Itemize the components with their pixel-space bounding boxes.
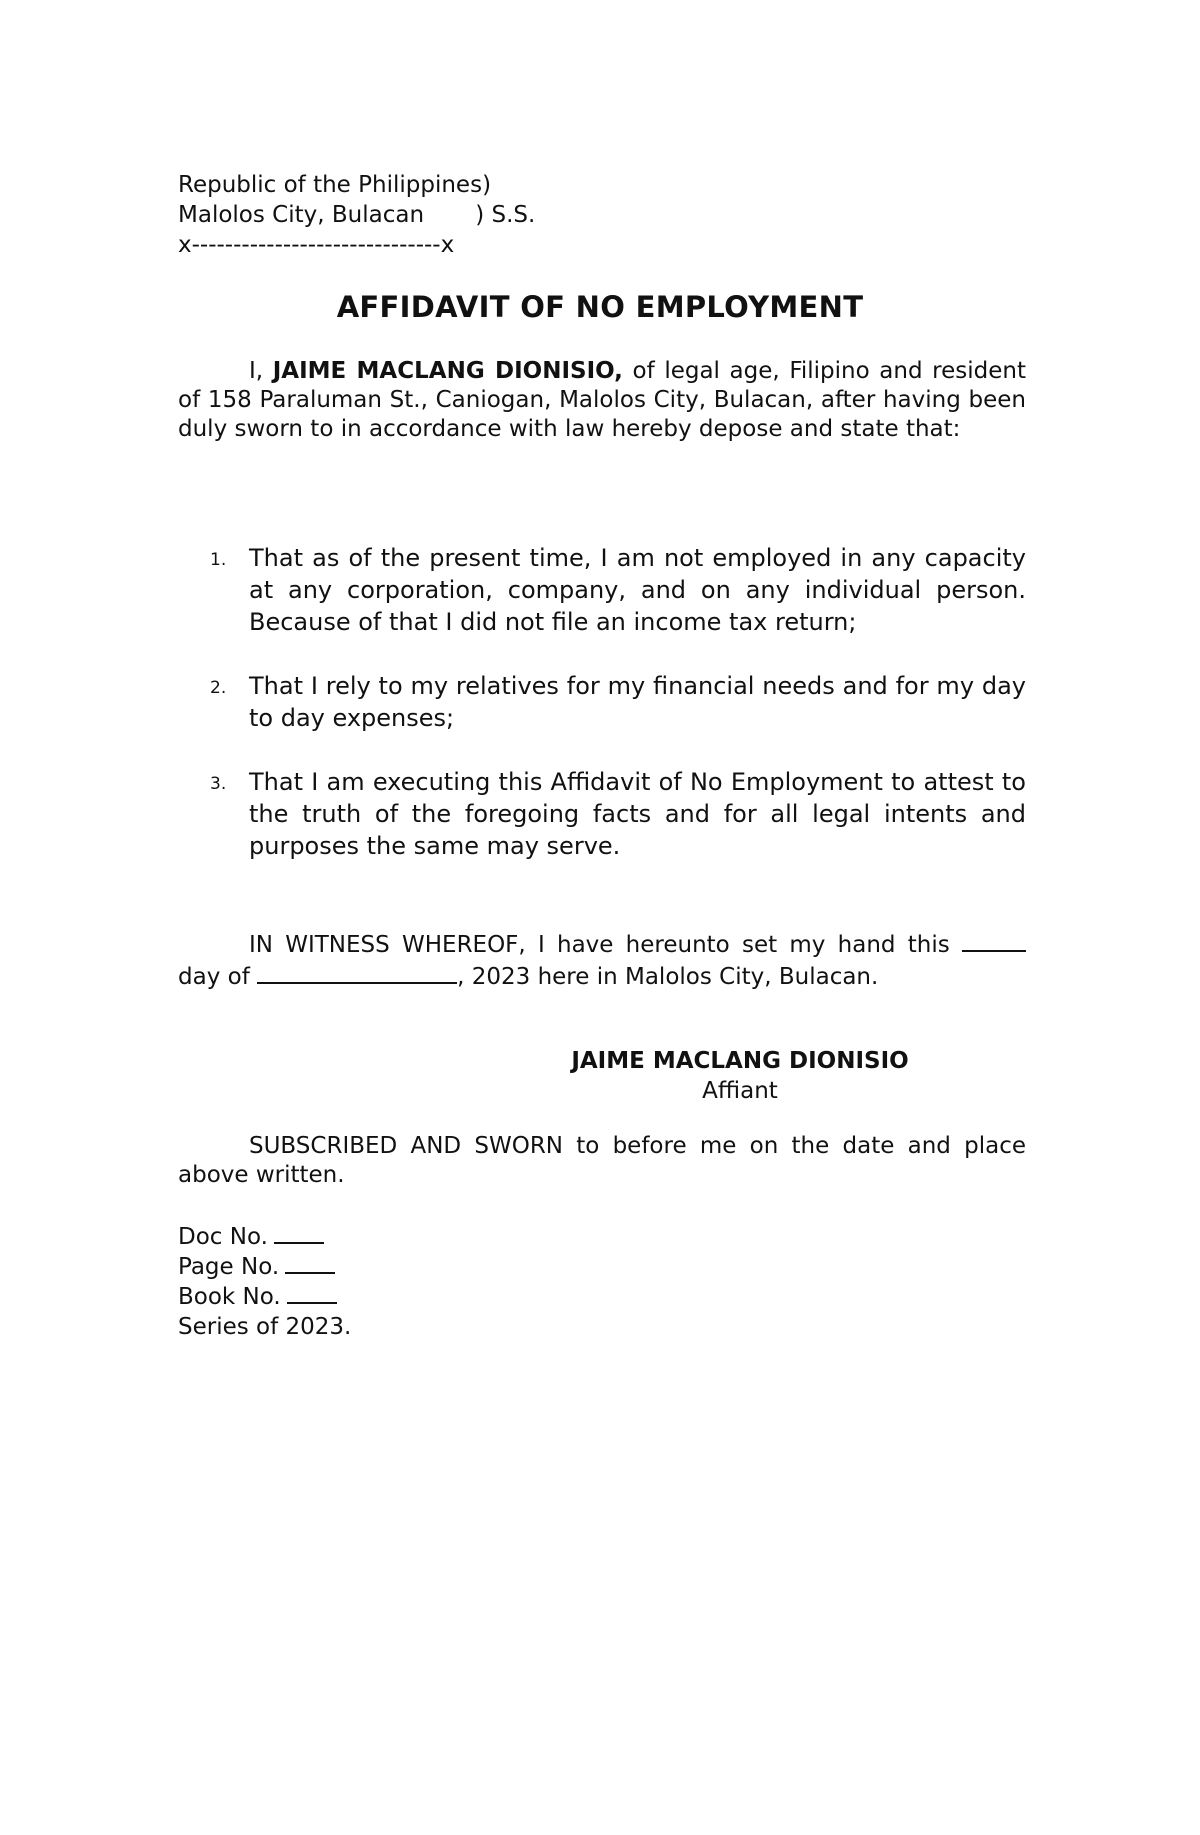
intro-prefix: I,: [249, 358, 273, 384]
list-item: [178, 542, 1026, 638]
item-number: 1.: [210, 550, 227, 570]
venue-republic: Republic of the Philippines): [178, 172, 492, 198]
sworn-text: SUBSCRIBED AND SWORN to before me on the date and place above written.: [178, 1133, 1026, 1188]
list-item: [178, 766, 1026, 862]
affiant-name: JAIME MACLANG DIONISIO: [571, 1048, 909, 1074]
intro-text: of legal age, Filipino and resident of 158 Paraluman St., Caniogan, Malolos City, Bulacan, after having been duly sworn to in accordance with law hereby depose and state that:: [178, 358, 1026, 442]
book-no-row: [178, 1282, 351, 1312]
list-item: [178, 670, 1026, 734]
item-number: 3.: [210, 774, 227, 794]
item-text: That I rely to my relatives for my financial needs and for my day to day expenses;: [249, 672, 1026, 732]
item-text: That as of the present time, I am not employed in any capacity at any corporation, company, and on any individual person. Because of that I did not file an income tax return;: [249, 544, 1026, 636]
book-no-blank[interactable]: [287, 1282, 337, 1304]
page-no-row: [178, 1252, 351, 1282]
item-number: 2.: [210, 678, 227, 698]
series-row: Series of 2023.: [178, 1314, 352, 1340]
document-title: AFFIDAVIT OF NO EMPLOYMENT: [336, 290, 864, 324]
affiant-name-inline: JAIME MACLANG DIONISIO,: [272, 358, 623, 384]
signature-block: [530, 1046, 950, 1106]
doc-no-row: [178, 1222, 351, 1252]
witness-line1: IN WITNESS WHEREOF, I have hereunto set my hand this: [249, 932, 950, 958]
page-no-blank[interactable]: [285, 1252, 335, 1274]
witness-paragraph: [178, 928, 1026, 992]
day-blank[interactable]: [962, 928, 1026, 952]
book-no-label: Book No.: [178, 1284, 281, 1310]
doc-no-label: Doc No.: [178, 1224, 268, 1250]
witness-day-text: day of: [178, 964, 258, 990]
venue-divider: x------------------------------x: [178, 232, 455, 258]
doc-no-blank[interactable]: [274, 1222, 324, 1244]
month-blank[interactable]: [257, 960, 457, 984]
witness-rest: , 2023 here in Malolos City, Bulacan.: [457, 964, 879, 990]
sworn-paragraph: [178, 1132, 1026, 1190]
item-text: That I am executing this Affidavit of No Employment to attest to the truth of the foregoing facts and for all legal intents and purposes the same may serve.: [249, 768, 1026, 860]
venue-block: [178, 170, 535, 260]
intro-paragraph: [178, 357, 1026, 444]
page-no-label: Page No.: [178, 1254, 280, 1280]
affiant-role: Affiant: [702, 1078, 778, 1104]
venue-city: Malolos City, Bulacan ) S.S.: [178, 202, 536, 228]
statement-list: [178, 542, 1026, 894]
notary-block: [178, 1222, 351, 1342]
